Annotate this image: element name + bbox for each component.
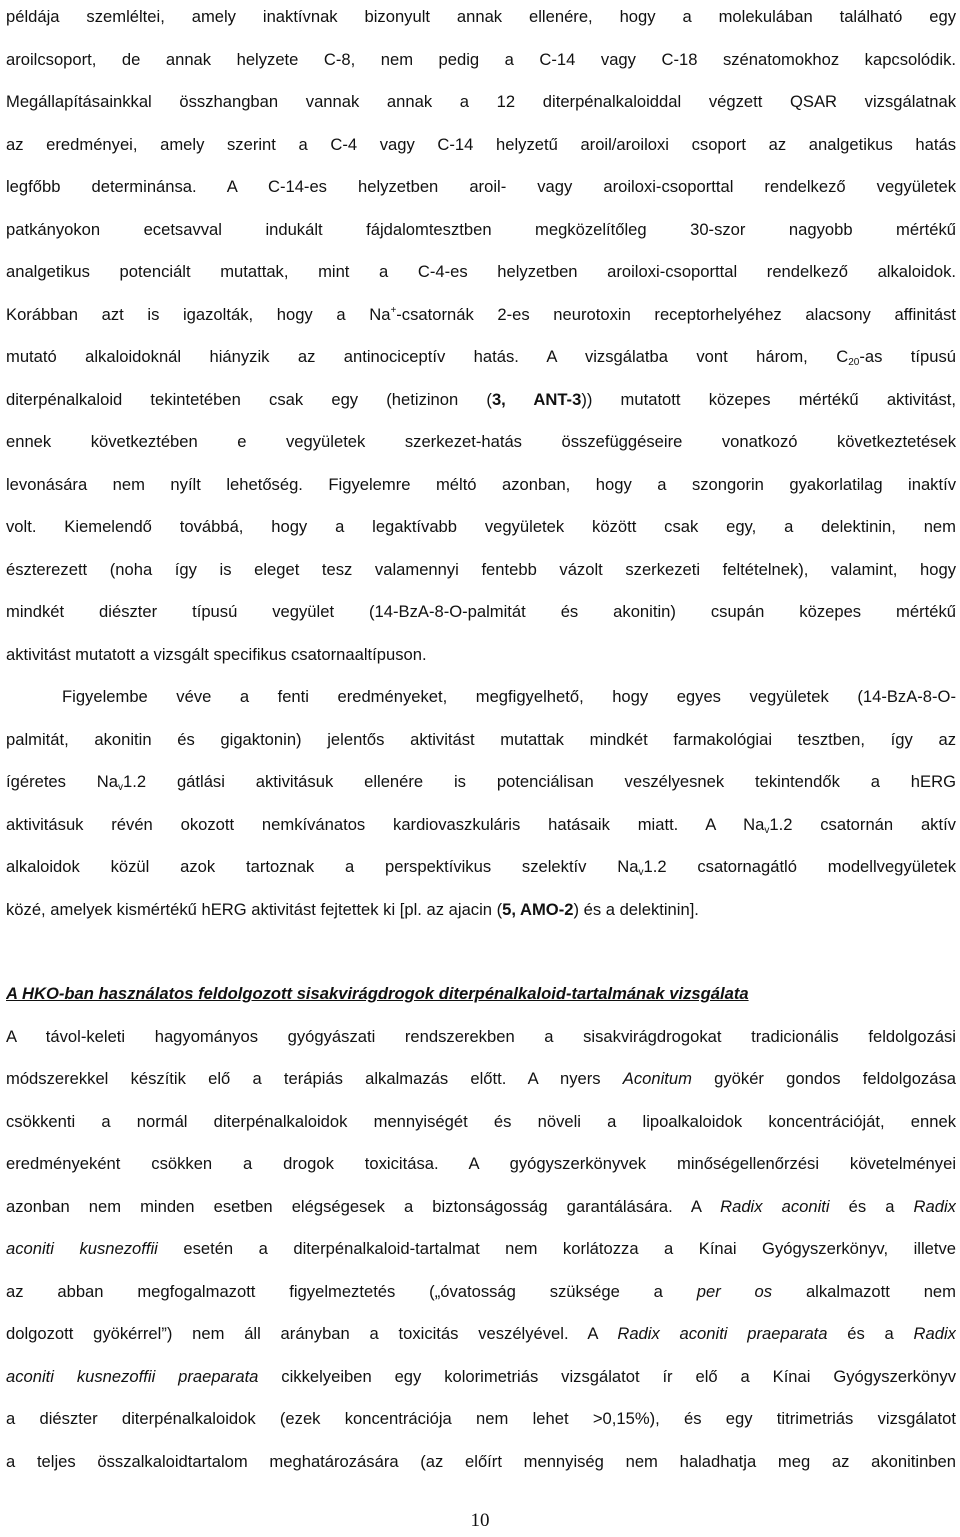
text-run: 1.2 csatornán aktív bbox=[769, 814, 956, 834]
text-run: és a bbox=[827, 1324, 914, 1343]
compound-label: 5, AMO-2 bbox=[502, 899, 574, 919]
text-line: volt. Kiemelendő továbbá, hogy a legaktívabb vegyületek között csak egy, a delektinin, nem bbox=[6, 517, 956, 536]
text-run: gyökér gondos feldolgozása bbox=[691, 1069, 956, 1088]
text-line: Megállapításainkkal összhangban vannak annak a 12 diterpénalkaloiddal végzett QSAR vizsgálatnak bbox=[6, 92, 956, 111]
text-line: példája szemléltei, amely inaktívnak bizonyult annak ellenére, hogy a molekulában található egy bbox=[6, 7, 956, 26]
text-line bbox=[6, 379, 956, 422]
text-line: ennek következtében e vegyületek szerkezet-hatás összefüggéseire vonatkozó következtetések bbox=[6, 432, 956, 451]
italic-term: Radix bbox=[913, 1324, 956, 1343]
text-run: dolgozott gyökérrel”) nem áll arányban a toxicitás veszélyével. A bbox=[6, 1324, 618, 1343]
text-line bbox=[6, 761, 956, 804]
text-line: A távol-keleti hagyományos gyógyászati rendszerekben a sisakvirágdrogokat tradicionális feldolgozási bbox=[6, 1026, 956, 1046]
text-run: azonban nem minden esetben elégségesek a biztonságosság garantálására. A bbox=[6, 1196, 721, 1216]
text-line: analgetikus potenciált mutattak, mint a C-4-es helyzetben aroiloxi-csoporttal rendelkező alkaloidok. bbox=[6, 262, 956, 281]
text-line bbox=[6, 1271, 956, 1314]
section bbox=[6, 973, 956, 1483]
text-run: 1.2 csatornagátló modellvegyületek bbox=[643, 857, 956, 876]
italic-term: aconiti kusnezoffii bbox=[6, 1239, 158, 1258]
text-line bbox=[6, 1228, 956, 1271]
subscript: 20 bbox=[848, 357, 860, 368]
subscript: v bbox=[118, 782, 124, 793]
paragraph-gap bbox=[6, 931, 956, 973]
text-run: az abban megfogalmazott figyelmeztetés („óvatosság szüksége a bbox=[6, 1281, 697, 1301]
paragraph-2 bbox=[6, 676, 956, 931]
text-run: -as típusú bbox=[859, 347, 956, 366]
text-run: cikkelyeiben egy kolorimetriás vizsgálatot ír elő a Kínai Gyógyszerkönyv bbox=[258, 1366, 956, 1386]
text-line: az eredményei, amely szerint a C-4 vagy C-14 helyzetű aroil/aroiloxi csoport az analgetikus hatás bbox=[6, 134, 956, 154]
text-line: a teljes összalkaloidtartalom meghatározására (az előírt mennyiség nem haladhatja meg az akonitinben bbox=[6, 1451, 956, 1471]
section-heading: A HKO-ban használatos feldolgozott sisakvirágdrogok diterpénalkaloid-tartalmának vizsgálata bbox=[6, 984, 749, 1003]
text-line: legfőbb determinánsa. A C-14-es helyzetben aroil- vagy aroiloxi-csoporttal rendelkező vegyületek bbox=[6, 177, 956, 196]
paragraph-1 bbox=[6, 0, 956, 676]
text-line: csökkenti a normál diterpénalkaloidok mennyiségét és növeli a lipoalkaloidok koncentrációját, ennek bbox=[6, 1111, 956, 1131]
compound-label: 3, ANT-3 bbox=[491, 389, 582, 409]
text-line: aroilcsoport, de annak helyzete C-8, nem pedig a C-14 vagy C-18 szénatomokhoz kapcsolódik. bbox=[6, 49, 956, 69]
text-line bbox=[6, 804, 956, 847]
text-line: eredményeként csökken a drogok toxicitása. A gyógyszerkönyvek minőségellenőrzési követelményei bbox=[6, 1154, 956, 1173]
text-line: Figyelembe véve a fenti eredményeket, megfigyelhető, hogy egyes vegyületek (14-BzA-8-O- bbox=[62, 687, 956, 706]
text-run: közé, amelyek kismértékű hERG aktivitást fejtettek ki [pl. az ajacin ( bbox=[6, 899, 503, 919]
text-line: mindkét diészter típusú vegyület (14-BzA-8-O-palmitát és akonitin) csupán közepes mértékű bbox=[6, 602, 956, 621]
text-run: -csatornák 2-es neurotoxin receptorhelyéhez alacsony affinitást bbox=[396, 304, 956, 324]
italic-term: per os bbox=[696, 1281, 773, 1301]
italic-term: Radix aconiti bbox=[720, 1196, 830, 1216]
text-run: ígéretes Na bbox=[6, 772, 119, 791]
page-number: 10 bbox=[470, 1510, 490, 1531]
text-run: alkalmazott nem bbox=[772, 1281, 956, 1301]
text-line: levonására nem nyílt lehetőség. Figyelemre méltó azonban, hogy a szongorin gyakorlatilag inaktív bbox=[6, 474, 956, 494]
text-run: módszerekkel készítik elő a terápiás alkalmazás előtt. A nyers bbox=[6, 1069, 623, 1088]
text-line bbox=[6, 1058, 956, 1101]
text-line bbox=[6, 1186, 956, 1229]
text-run: diterpénalkaloid tekintetében csak egy (hetizinon ( bbox=[6, 389, 492, 409]
text-run: esetén a diterpénalkaloid-tartalmat nem korlátozza a Kínai Gyógyszerkönyv, illetve bbox=[157, 1239, 956, 1258]
text-line: észterezett (noha így is eleget tesz valamennyi fentebb vázolt szerkezeti feltételnek), valamint, hogy bbox=[6, 559, 956, 579]
text-run: mutató alkaloidoknál hiányzik az antinociceptív hatás. A vizsgálatba vont három, C bbox=[6, 347, 849, 366]
text-line: aktivitást mutatott a vizsgált specifikus csatornaaltípuson. bbox=[6, 644, 427, 664]
text-line bbox=[6, 846, 956, 889]
text-run: alkaloidok közül azok tartoznak a perspektívikus szelektív Na bbox=[6, 857, 639, 876]
text-line bbox=[6, 1313, 956, 1356]
italic-term: Radix bbox=[913, 1196, 956, 1216]
text-run: ) és a delektinin]. bbox=[573, 899, 699, 919]
text-run: aktivitásuk révén okozott nemkívánatos kardiovaszkuláris hatásaik miatt. A Na bbox=[6, 814, 765, 834]
italic-term: aconiti kusnezoffii praeparata bbox=[6, 1366, 259, 1386]
text-line bbox=[6, 294, 956, 337]
text-run: 1.2 gátlási aktivitásuk ellenére is potenciálisan veszélyesnek tekintendők a hERG bbox=[123, 772, 956, 791]
text-line bbox=[6, 1356, 956, 1399]
italic-term: Radix aconiti praeparata bbox=[617, 1324, 828, 1343]
subscript: v bbox=[638, 867, 644, 878]
superscript: + bbox=[390, 304, 397, 316]
text-run: Korábban azt is igazolták, hogy a Na bbox=[6, 304, 391, 324]
document-page bbox=[6, 0, 956, 1483]
italic-term: Aconitum bbox=[622, 1069, 692, 1088]
text-line: palmitát, akonitin és gigaktonin) jelentős aktivitást mutattak mindkét farmakológiai tesztben, így az bbox=[6, 729, 956, 749]
subscript: v bbox=[764, 824, 770, 836]
text-line bbox=[6, 889, 956, 932]
text-run: és a bbox=[829, 1196, 914, 1216]
text-line: patkányokon ecetsavval indukált fájdalomtesztben megközelítőleg 30-szor nagyobb mértékű bbox=[6, 219, 956, 239]
text-run: )) mutatott közepes mértékű aktivitást, bbox=[581, 389, 956, 409]
text-line: a diészter diterpénalkaloidok (ezek koncentrációja nem lehet >0,15%), és egy titrimetriás vizsgálatot bbox=[6, 1409, 956, 1428]
text-line bbox=[6, 336, 956, 379]
